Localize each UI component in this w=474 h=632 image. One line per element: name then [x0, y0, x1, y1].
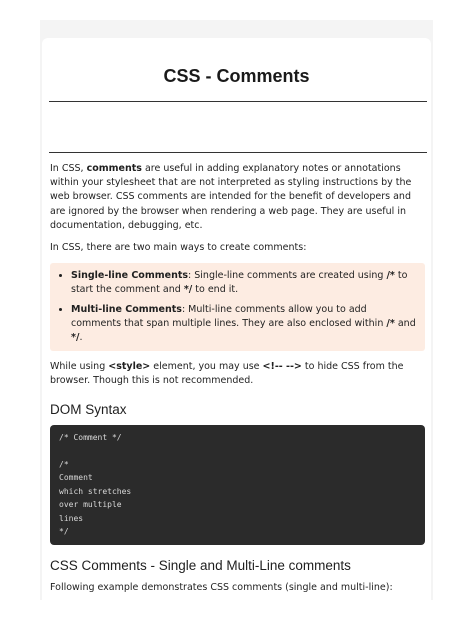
list-item-multi-line — [71, 303, 417, 346]
item-text: and — [394, 317, 416, 329]
dom-syntax-heading: DOM Syntax — [50, 401, 127, 417]
title-divider-top — [49, 101, 427, 102]
code-close-token: */ — [183, 284, 193, 296]
list-item-single-line — [71, 269, 417, 297]
term-single-line: Single-line Comments — [71, 270, 189, 282]
item-text: : Multi-line comments allow you to add comments that span multiple lines. They are also enclosed within — [71, 303, 387, 329]
code-open-token: /* — [386, 270, 395, 282]
item-text: : Single-line comments are created using — [188, 270, 387, 282]
code-close-token: */ — [71, 332, 80, 344]
intro-text-rest: are useful in adding explanatory notes or annotations within your stylesheet that are not interpreted as styling instructions by the web browser. CSS comments are intended for the benefit of developers and are ignored by the browser when rendering a web page. They are useful in documentation, debugging, etc. — [50, 163, 412, 231]
item-text: to start the comment and — [71, 270, 408, 296]
intro-paragraph — [50, 162, 425, 233]
section-heading-comments: CSS Comments - Single and Multi-Line comments — [50, 557, 351, 573]
intro-text-start: In CSS, — [50, 163, 87, 174]
intro-keyword: comments — [86, 163, 142, 174]
term-multi-line: Multi-line Comments — [71, 303, 182, 315]
dom-syntax-code-block[interactable]: /* Comment */ /* Comment which stretches over multiple lines */ — [50, 425, 425, 545]
title-divider-bottom — [49, 152, 427, 153]
example-intro-paragraph: Following example demonstrates CSS comments (single and multi-line): — [50, 582, 393, 594]
note-text: element, you may use — [150, 361, 263, 373]
html-comment-code: <!-- --> — [262, 361, 302, 373]
note-text: to hide CSS from the browser. Though this is not recommended. — [50, 361, 404, 387]
item-text: . — [79, 332, 83, 344]
ways-paragraph: In CSS, there are two main ways to create comments: — [50, 242, 307, 254]
comment-types-callout — [50, 263, 425, 351]
item-text: to end it. — [192, 284, 239, 296]
style-tag-code: <style> — [108, 361, 151, 373]
page-title: CSS - Comments — [163, 66, 310, 86]
article-card — [42, 38, 431, 600]
note-text: While using — [50, 361, 109, 373]
article-content — [50, 162, 425, 600]
page-background — [40, 20, 433, 600]
code-open-token: /* — [386, 317, 395, 329]
comment-types-list — [58, 269, 417, 345]
note-paragraph — [50, 360, 425, 388]
